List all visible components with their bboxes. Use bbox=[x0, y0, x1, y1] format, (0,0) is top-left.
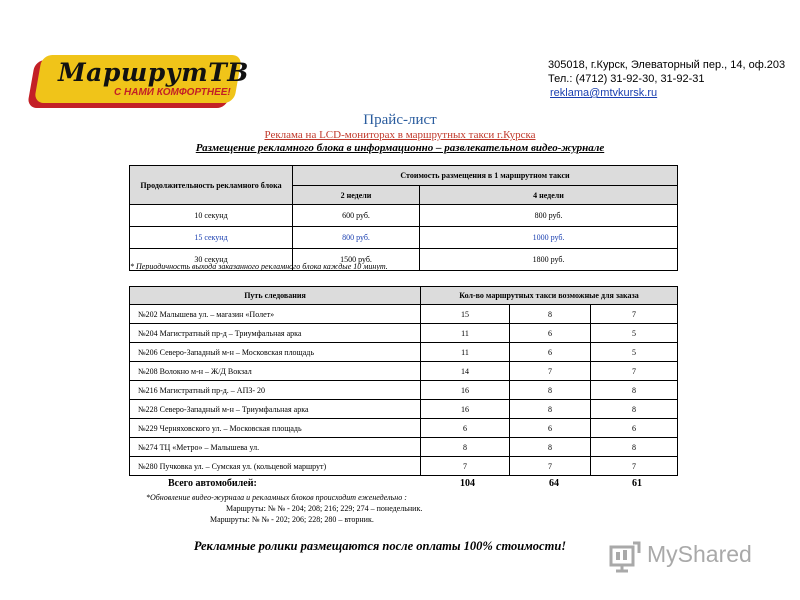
update-note-line2: Маршруты: № № - 204; 208; 216; 229; 274 – понедельник. bbox=[226, 504, 423, 513]
total-label: Всего автомобилей: bbox=[168, 478, 257, 489]
table-row bbox=[130, 438, 678, 457]
price-4w-cell: 1800 руб. bbox=[420, 249, 678, 271]
count-cell: 8 bbox=[510, 400, 591, 419]
price-2w-cell: 1500 руб. bbox=[293, 249, 420, 271]
count-cell: 7 bbox=[591, 457, 678, 476]
header-route: Путь следования bbox=[130, 287, 421, 305]
count-cell: 5 bbox=[591, 324, 678, 343]
count-cell: 14 bbox=[421, 362, 510, 381]
company-logo bbox=[32, 52, 249, 108]
payment-note: Рекламные ролики размещаются после оплаты 100% стоимости! bbox=[193, 539, 567, 553]
routes-table bbox=[129, 286, 678, 476]
watermark bbox=[607, 539, 767, 573]
count-cell: 7 bbox=[591, 362, 678, 381]
count-cell: 7 bbox=[510, 362, 591, 381]
header-2-weeks: 2 недели bbox=[293, 186, 420, 205]
route-cell: №274 ТЦ «Метро» – Малышева ул. bbox=[130, 438, 421, 457]
count-cell: 6 bbox=[591, 419, 678, 438]
update-note-line3: Маршруты: № № - 202; 206; 228; 280 – вторник. bbox=[210, 515, 374, 524]
page-title: Прайс-лист bbox=[363, 112, 437, 128]
count-cell: 8 bbox=[510, 381, 591, 400]
count-cell: 8 bbox=[510, 438, 591, 457]
logo-slogan: С НАМИ КОМФОРТНЕЕ! bbox=[114, 87, 231, 98]
table-row bbox=[130, 205, 678, 227]
count-cell: 11 bbox=[421, 343, 510, 362]
count-cell: 8 bbox=[510, 305, 591, 324]
route-cell: №208 Волокно м-н – Ж/Д Вокзал bbox=[130, 362, 421, 381]
total-c: 61 bbox=[632, 478, 642, 489]
table-row bbox=[130, 400, 678, 419]
count-cell: 11 bbox=[421, 324, 510, 343]
route-cell: №229 Черняховского ул. – Московская площадь bbox=[130, 419, 421, 438]
count-cell: 7 bbox=[591, 305, 678, 324]
header-taxi-count: Кол-во маршрутных такси возможные для заказа bbox=[421, 287, 678, 305]
contact-email-link[interactable]: reklama@mtvkursk.ru bbox=[550, 87, 658, 99]
update-note bbox=[146, 492, 422, 525]
contact-address: 305018, г.Курск, Элеваторный пер., 14, оф.203 bbox=[548, 59, 786, 71]
table-row bbox=[130, 419, 678, 438]
update-note-line1: *Обновление видео-журнала и рекламных блоков происходит еженедельно : bbox=[146, 493, 407, 502]
count-cell: 5 bbox=[591, 343, 678, 362]
count-cell: 6 bbox=[510, 324, 591, 343]
route-cell: №280 Пучковка ул. – Сумская ул. (кольцевой маршрут) bbox=[130, 457, 421, 476]
price-table bbox=[129, 165, 678, 271]
watermark-logo-icon bbox=[607, 539, 645, 573]
price-2w-cell: 600 руб. bbox=[293, 205, 420, 227]
header-duration: Продолжительность рекламного блока bbox=[130, 166, 293, 205]
total-b: 64 bbox=[549, 478, 559, 489]
logo-brand-text: МаршрутТВ bbox=[58, 58, 249, 87]
header-4-weeks: 4 недели bbox=[420, 186, 678, 205]
price-4w-cell: 800 руб. bbox=[420, 205, 678, 227]
contact-phone: Тел.: (4712) 31-92-30, 31-92-31 bbox=[548, 73, 705, 85]
table-row bbox=[130, 305, 678, 324]
duration-cell: 30 секунд bbox=[130, 249, 293, 271]
table-row bbox=[130, 457, 678, 476]
contact-block bbox=[548, 58, 785, 100]
count-cell: 8 bbox=[591, 381, 678, 400]
count-cell: 6 bbox=[510, 343, 591, 362]
table-row bbox=[130, 324, 678, 343]
route-cell: №202 Малышева ул. – магазин «Полет» bbox=[130, 305, 421, 324]
table-row bbox=[130, 227, 678, 249]
count-cell: 16 bbox=[421, 400, 510, 419]
table-row bbox=[130, 343, 678, 362]
count-cell: 8 bbox=[591, 400, 678, 419]
count-cell: 16 bbox=[421, 381, 510, 400]
route-cell: №228 Северо-Западный м-н – Триумфальная арка bbox=[130, 400, 421, 419]
route-cell: №204 Магистратный пр-д – Триумфальная арка bbox=[130, 324, 421, 343]
count-cell: 7 bbox=[421, 457, 510, 476]
table-row bbox=[130, 381, 678, 400]
count-cell: 6 bbox=[421, 419, 510, 438]
watermark-text: MyShared bbox=[647, 541, 752, 567]
price-2w-cell: 800 руб. bbox=[293, 227, 420, 249]
route-cell: №206 Северо-Западный м-н – Московская площадь bbox=[130, 343, 421, 362]
count-cell: 8 bbox=[591, 438, 678, 457]
count-cell: 6 bbox=[510, 419, 591, 438]
total-a: 104 bbox=[460, 478, 475, 489]
count-cell: 7 bbox=[510, 457, 591, 476]
route-cell: №216 Магистратный пр-д. – АПЗ- 20 bbox=[130, 381, 421, 400]
count-cell: 15 bbox=[421, 305, 510, 324]
page-subtitle: Реклама на LCD-мониторах в маршрутных такси г.Курска bbox=[264, 129, 536, 141]
table-row bbox=[130, 362, 678, 381]
periodicity-note: * Периодичность выхода заказанного рекламного блока каждые 10 минут. bbox=[130, 262, 388, 271]
section-title: Размещение рекламного блока в информационно – развлекательном видео-журнале bbox=[195, 142, 605, 154]
duration-cell: 15 секунд bbox=[130, 227, 293, 249]
header-cost: Стоимость размещения в 1 маршрутном такси bbox=[293, 166, 678, 186]
duration-cell: 10 секунд bbox=[130, 205, 293, 227]
price-4w-cell: 1000 руб. bbox=[420, 227, 678, 249]
count-cell: 8 bbox=[421, 438, 510, 457]
